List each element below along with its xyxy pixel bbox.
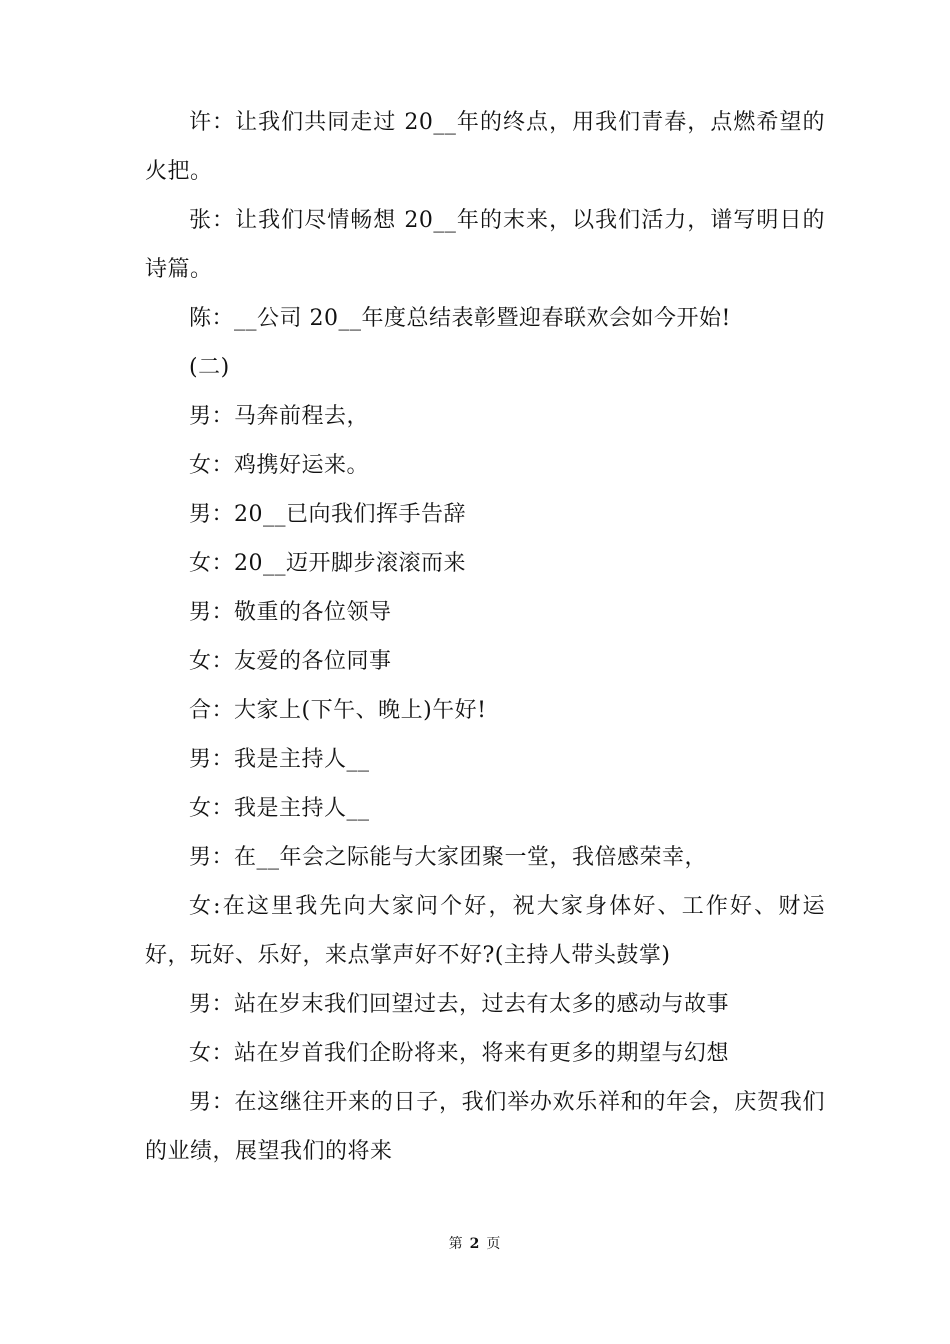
paragraph: 女:在这里我先向大家问个好，祝大家身体好、工作好、财运好，玩好、乐好，来点掌声好不好?(主持人带头鼓掌) <box>145 894 825 968</box>
paragraph: 女：20__迈开脚步滚滚而来 <box>189 551 466 576</box>
paragraph: 陈：__公司 20__年度总结表彰暨迎春联欢会如今开始! <box>189 306 731 331</box>
paragraph: 男：站在岁末我们回望过去，过去有太多的感动与故事 <box>189 992 730 1017</box>
paragraph: 男：我是主持人__ <box>189 747 370 772</box>
paragraph: 女：友爱的各位同事 <box>189 649 392 674</box>
paragraph: 女：我是主持人__ <box>189 796 370 821</box>
page-label-prefix: 第 <box>448 1236 464 1252</box>
paragraph: 男：20__已向我们挥手告辞 <box>189 502 466 527</box>
section-heading: (二) <box>189 355 230 380</box>
body-text <box>145 98 825 1176</box>
paragraph: 女：鸡携好运来。 <box>189 453 370 478</box>
page-label-suffix: 页 <box>486 1236 502 1252</box>
paragraph: 男：在__年会之际能与大家团聚一堂，我倍感荣幸， <box>189 845 708 870</box>
paragraph: 合：大家上(下午、晚上)午好! <box>189 698 487 723</box>
paragraph: 男：马奔前程去， <box>189 404 370 429</box>
paragraph: 女：站在岁首我们企盼将来，将来有更多的期望与幻想 <box>189 1041 730 1066</box>
paragraph: 张：让我们尽情畅想 20__年的末来，以我们活力，谱写明日的诗篇。 <box>145 208 825 282</box>
page-footer <box>0 1234 950 1254</box>
page-number: 2 <box>469 1236 481 1252</box>
paragraph: 许：让我们共同走过 20__年的终点，用我们青春，点燃希望的火把。 <box>145 110 825 184</box>
paragraph: 男：敬重的各位领导 <box>189 600 392 625</box>
paragraph: 男：在这继往开来的日子，我们举办欢乐祥和的年会，庆贺我们的业绩，展望我们的将来 <box>145 1090 825 1164</box>
